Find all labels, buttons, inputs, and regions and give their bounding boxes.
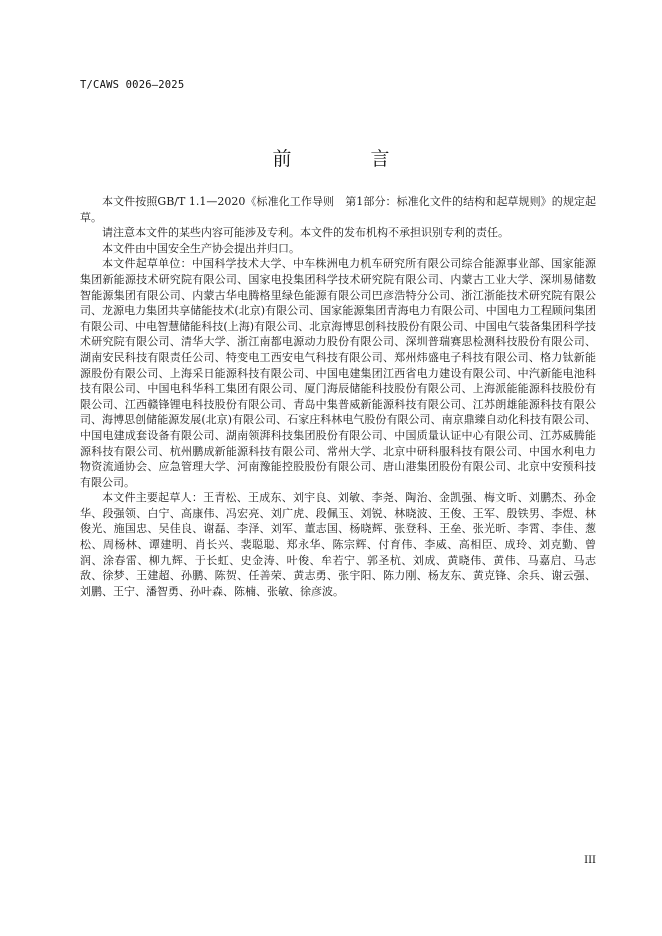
paragraph-patent-notice: 请注意本文件的某些内容可能涉及专利。本文件的发布机构不承担识别专利的责任。 [102,226,509,240]
preface-body [80,194,596,599]
paragraph-drafting-units: 本文件起草单位：中国科学技术大学、中车株洲电力机车研究所有限公司综合能源事业部、国家能源集团新能源技术研究院有限公司、国家电投集团科学技术研究院有限公司、内蒙古工业大学、深圳易储数智能源集团有限公司、内蒙古华电腾格里绿色能源有限公司巴彦浩特分公司、浙江浙能技术研究院有限公司、龙源电力集团共享储能技术(北京)有限公司、国家能源集团青海电力有限公司、中国电力工程顾问集团有限公司、中电智慧储能科技(上海)有限公司、北京海博思创科技股份有限公司、中国电气装备集团科学技术研究院有限公司、清华大学、浙江南都电源动力股份有限公司、深圳普瑞赛思检测科技股份有限公司、湖南安民科技有限责任公司、特变电工西安电气科技有限公司、郑州炜盛电子科技有限公司、格力钛新能源股份有限公司、上海采日能源科技有限公司、中国电建集团江西省电力建设有限公司、中汽新能电池科技有限公司、中国电科华科工集团有限公司、厦门海辰储能科技股份有限公司、上海派能能源科技股份有限公司、江西赣锋锂电科技股份有限公司、青岛中集普威新能源科技有限公司、江苏朗雄能源科技有限公司、海博思创储能源发展(北京)有限公司、石家庄科林电气股份有限公司、南京鼎臻自动化科技有限公司、中国电建成套设备有限公司、湖南领湃科技集团股份有限公司、中国质量认证中心有限公司、江苏威腾能源科技有限公司、杭州鹏成新能源科技有限公司、常州大学、北京中研科服科技有限公司、中国水利电力物资流通协会、应急管理大学、河南豫能控股股份有限公司、唐山港集团股份有限公司、北京中安预科技有限公司。 [80,257,596,489]
standard-code: T/CAWS 0026—2025 [80,79,185,91]
paragraph-drafting-rules: 本文件按照GB/T 1.1—2020《标准化工作导则 第1部分：标准化文件的结构和起草规则》的规定起草。 [80,195,596,224]
paragraph-proposer: 本文件由中国安全生产协会提出并归口。 [102,241,300,255]
paragraph-drafters: 本文件主要起草人：王青松、王成东、刘宇良、刘敏、李尧、陶治、金凯强、梅文昕、刘鹏杰、孙金华、段强领、白宁、高康伟、冯宏亮、刘广虎、段佩玉、刘锐、林晓波、王俊、王军、殷铁男、李煜、林俊光、施国忠、吴佳良、谢磊、李泽、刘军、董志国、杨晓辉、张登科、王垒、张光昕、李霄、李佳、葱松、周杨林、谭建明、肖长兴、裴聪聪、郑永华、陈宗辉、付育伟、李威、高相臣、成玲、刘克勤、曾润、涂春雷、柳九辉、于长虹、史金涛、叶俊、牟若宁、郭圣杭、刘成、黄晓伟、黄伟、马嘉启、马志敌、徐梦、王建超、孙鹏、陈贺、任善荣、黄志勇、张宇阳、陈力刚、杨友东、黄克锋、余兵、谢云强、刘鹏、王宁、潘智勇、孙叶森、陈楠、张敏、徐彦波。 [80,491,596,598]
page-number: III [584,855,596,866]
page-title: 前 言 [272,148,420,170]
